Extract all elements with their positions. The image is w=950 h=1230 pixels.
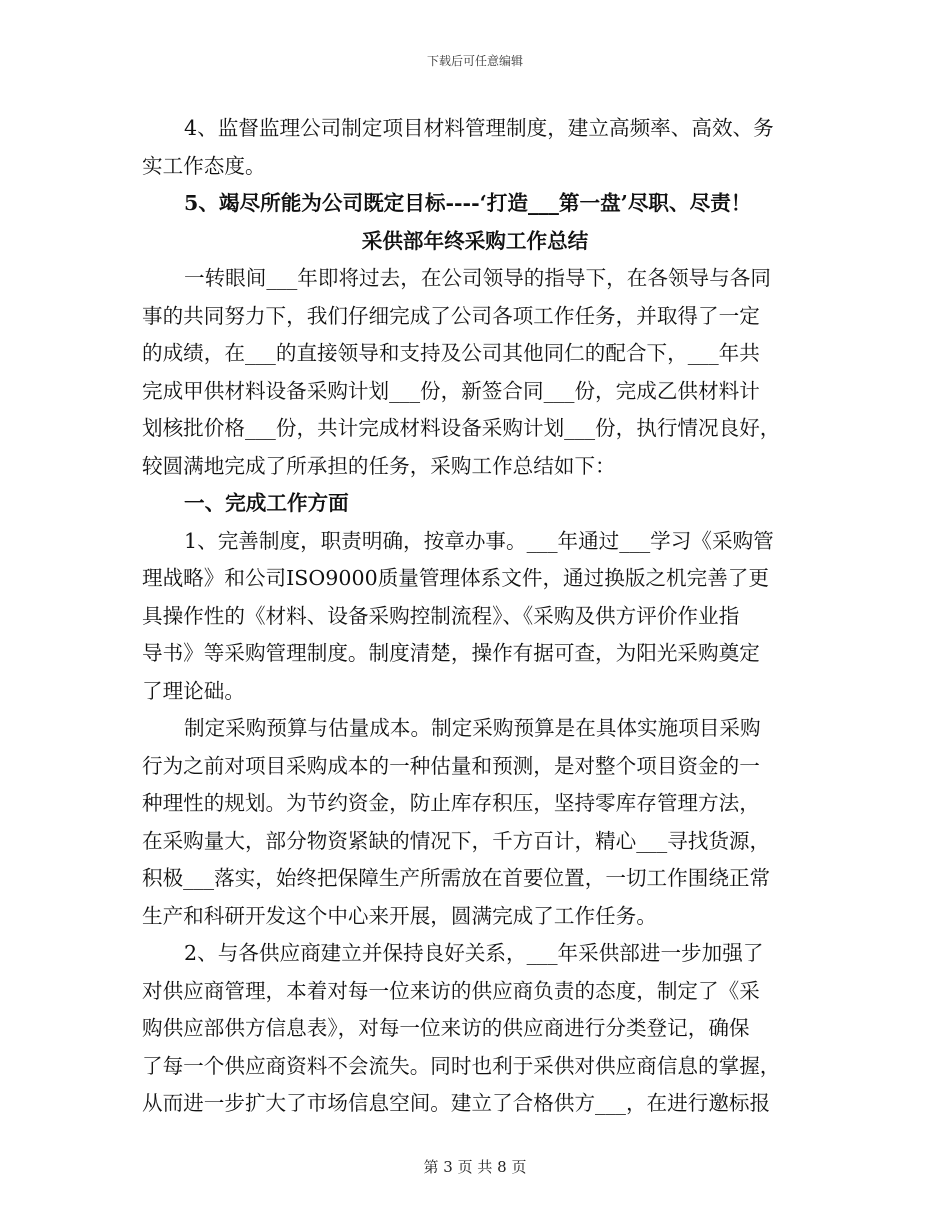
text-line: 事的共同努力下，我们仔细完成了公司各项工作任务，并取得了一定 <box>142 303 760 328</box>
text-line: 导书》等采购管理制度。制度清楚，操作有据可查，为阳光采购奠定 <box>142 641 760 665</box>
text-line: 行为之前对项目采购成本的一种估量和预测，是对整个项目资金的一 <box>142 753 760 778</box>
section-title: 采供部年终采购工作总结 <box>361 228 589 253</box>
document-body <box>142 110 808 1123</box>
text-line: 一转眼间___年即将过去，在公司领导的指导下，在各领导与各同 <box>184 266 771 290</box>
text-line: 1、完善制度，职责明确，按章办事。___年通过___学习《采购管 <box>184 528 774 553</box>
text-line: 具操作性的《材料、设备采购控制流程》、《采购及供方评价作业指 <box>142 603 740 628</box>
text-line: 一、完成工作方面 <box>184 491 349 515</box>
text-line: 种理性的规划。为节约资金，防止库存积压，坚持零库存管理方法， <box>142 791 760 815</box>
text-line: 购供应部供方信息表》，对每一位来访的供应商进行分类登记，确保 <box>142 1016 750 1040</box>
text-line: 在采购量大，部分物资紧缺的情况下，千方百计，精心___寻找货源， <box>142 828 771 853</box>
text-line: 制定采购预算与估量成本。制定采购预算是在具体实施项目采购 <box>184 716 761 740</box>
text-line: 2、与各供应商建立并保持良好关系，___年采供部进一步加强了 <box>184 941 764 965</box>
text-line: 4、监督监理公司制定项目材料管理制度，建立高频率、高效、务 <box>184 116 774 140</box>
text-line: 对供应商管理，本着对每一位来访的供应商负责的态度，制定了《采 <box>142 978 760 1003</box>
page-header: 下载后可任意编辑 <box>426 54 523 68</box>
text-line: 了每一个供应商资料不会流失。同时也利于采供对供应商信息的掌握， <box>142 1053 781 1078</box>
page-footer: 第 3 页 共 8 页 <box>423 1158 527 1176</box>
text-line: 积极___落实，始终把保障生产所需放在首要位置，一切工作围绕正常 <box>142 866 771 890</box>
text-line: 的成绩，在___的直接领导和支持及公司其他同仁的配合下，___年共 <box>142 341 760 365</box>
text-line: 实工作态度。 <box>142 153 266 178</box>
text-line: 理战略》和公司ISO9000质量管理体系文件，通过换版之机完善了更 <box>142 566 769 590</box>
text-line: 较圆满地完成了所承担的任务，采购工作总结如下： <box>142 453 616 478</box>
text-line: 生产和科研开发这个中心来开展，圆满完成了工作任务。 <box>142 903 657 928</box>
text-line: 划核批价格___份，共计完成材料设备采购计划___份，执行情况良好， <box>142 416 781 440</box>
text-line: 完成甲供材料设备采购计划___份，新签合同___份，完成乙供材料计 <box>142 378 760 403</box>
text-line: 从而进一步扩大了市场信息空间。建立了合格供方___，在进行邀标报 <box>142 1091 771 1115</box>
text-line: 了理论础。 <box>142 678 245 703</box>
text-line: 5、竭尽所能为公司既定目标----‘打造___第一盘’尽职、尽责！ <box>184 191 752 215</box>
